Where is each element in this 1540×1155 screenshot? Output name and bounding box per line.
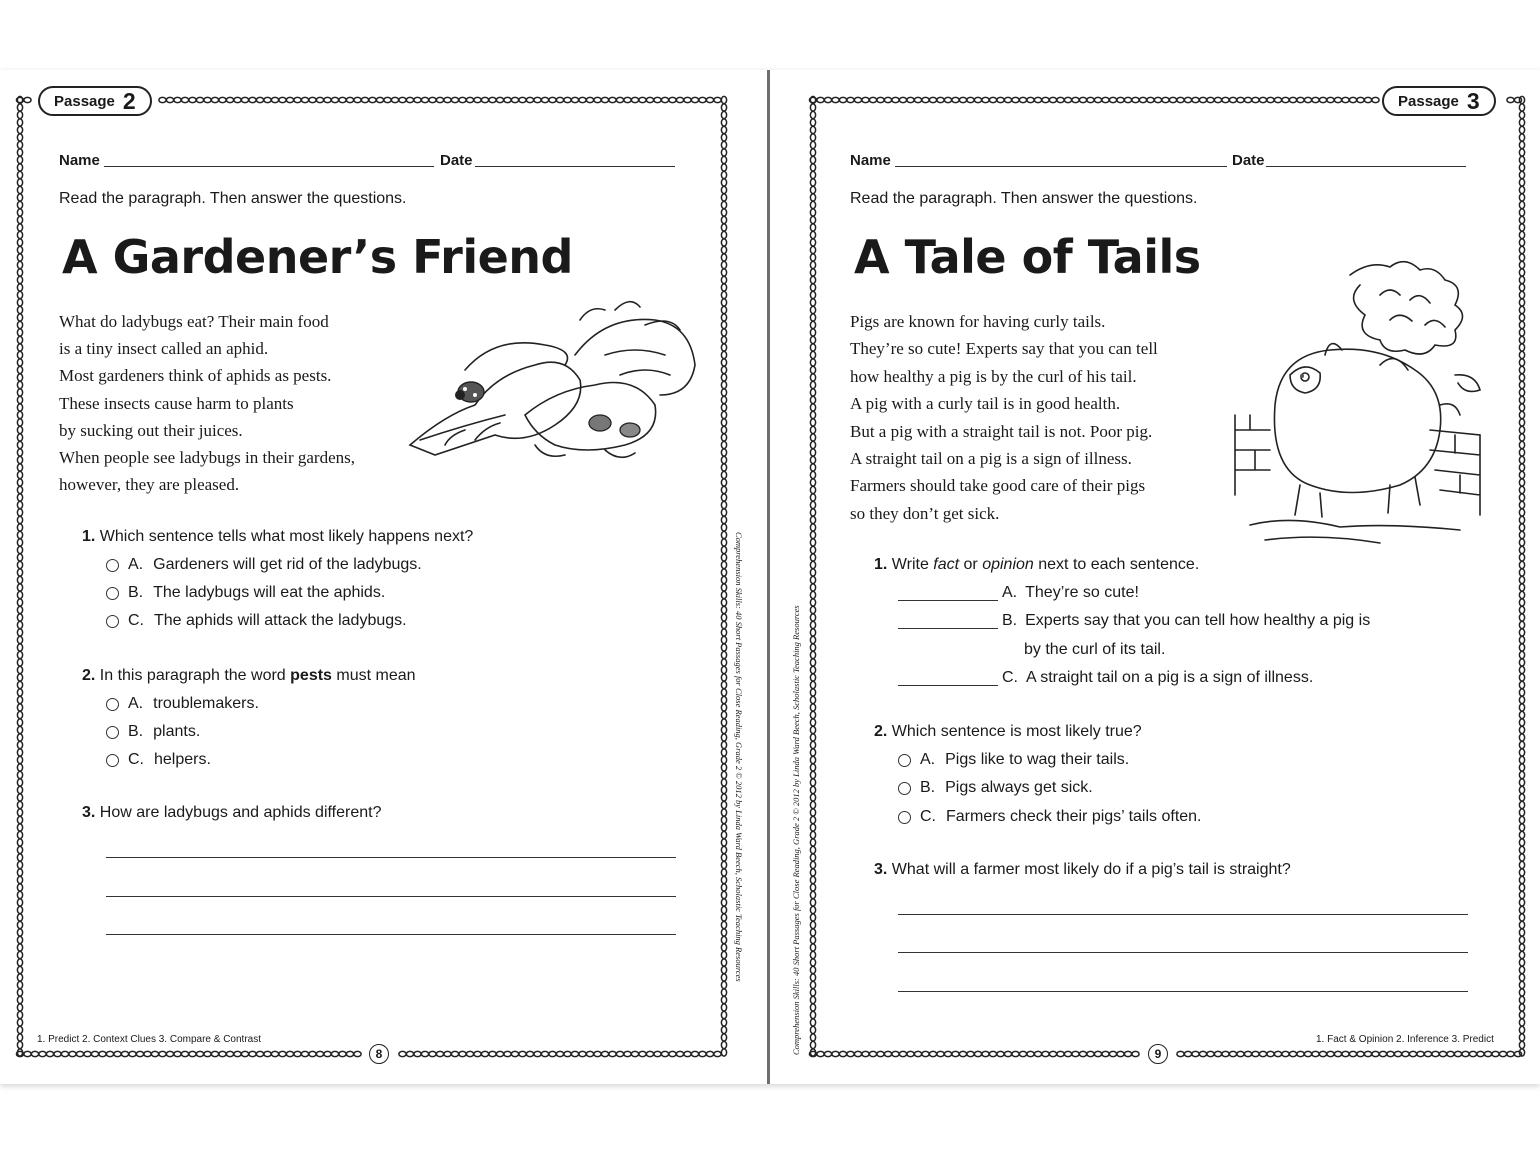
radio-circle-icon[interactable] [106, 615, 119, 628]
passage-paragraph [59, 308, 355, 498]
question-2 [82, 667, 416, 685]
instructions: Read the paragraph. Then answer the questions. [850, 190, 1198, 207]
item-letter: A. [1002, 584, 1018, 601]
page-number: 8 [369, 1044, 389, 1064]
answer-option[interactable] [106, 584, 385, 602]
question-text: next to each sentence. [1033, 556, 1200, 573]
radio-circle-icon[interactable] [106, 587, 119, 600]
paragraph-line: Farmers should take good care of their pigs [850, 476, 1146, 496]
date-label: Date [440, 152, 473, 169]
radio-circle-icon[interactable] [106, 726, 119, 739]
answer-option[interactable] [898, 779, 1093, 797]
question-text: What will a farmer most likely do if a pig’s tail is straight? [891, 861, 1291, 878]
option-letter: C. [128, 751, 144, 768]
passage-number: 3 [1466, 87, 1480, 114]
answer-line[interactable] [106, 857, 676, 858]
left-page-rope-border [0, 70, 767, 1084]
paragraph-line: A pig with a curly tail is in good health. [850, 394, 1121, 414]
radio-circle-icon[interactable] [898, 782, 911, 795]
option-letter: A. [128, 695, 144, 712]
question-italic-word: fact [933, 556, 960, 573]
passage-title: A Gardener’s Friend [62, 230, 573, 284]
question-1 [874, 556, 1199, 574]
item-text: Experts say that you can tell how healthy a pig is [1025, 612, 1371, 629]
question-number: 3. [874, 861, 888, 878]
answer-line[interactable] [106, 934, 676, 935]
instructions: Read the paragraph. Then answer the questions. [59, 190, 407, 207]
date-line[interactable] [475, 166, 675, 167]
question-number: 2. [874, 723, 888, 740]
question-text: Which sentence tells what most likely happens next? [99, 528, 474, 545]
item-letter: B. [1002, 612, 1018, 629]
paragraph-line: Most gardeners think of aphids as pests. [59, 366, 332, 386]
paragraph-line: however, they are pleased. [59, 475, 240, 495]
paragraph-line: What do ladybugs eat? Their main food [59, 312, 329, 331]
question-number: 3. [82, 804, 96, 821]
item-text: They’re so cute! [1025, 584, 1139, 601]
question-text: How are ladybugs and aphids different? [99, 804, 382, 821]
paragraph-line: by sucking out their juices. [59, 420, 243, 440]
item-text: by the curl of its tail. [1024, 641, 1166, 658]
question-text: or [959, 556, 983, 573]
copyright-credit: Comprehension Skills: 40 Short Passages for Close Reading, Grade 2 © 2012 by Linda Ward Beech, Scholastic Teaching Resources [734, 532, 744, 982]
answer-option[interactable] [106, 612, 407, 630]
fill-in-blank-line[interactable] [898, 628, 998, 629]
paragraph-line: Pigs are known for having curly tails. [850, 312, 1106, 331]
question-text: must mean [331, 667, 416, 684]
name-label: Name [59, 152, 100, 169]
passage-number: 2 [122, 87, 136, 114]
option-letter: C. [920, 808, 936, 825]
answer-option[interactable] [106, 695, 259, 713]
paragraph-line: A straight tail on a pig is a sign of illness. [850, 449, 1132, 469]
fill-in-blank-line[interactable] [898, 685, 998, 686]
fact-opinion-item [1002, 612, 1370, 630]
answer-option[interactable] [106, 556, 422, 574]
skills-footer: 1. Predict 2. Context Clues 3. Compare & Contrast [37, 1034, 261, 1045]
answer-option[interactable] [898, 751, 1129, 769]
fact-opinion-item [1002, 669, 1313, 687]
option-text: plants. [153, 723, 201, 740]
passage-tab [1382, 86, 1496, 116]
passage-label: Passage [54, 92, 115, 110]
option-letter: A. [920, 751, 936, 768]
passage-tab [38, 86, 152, 116]
answer-option[interactable] [106, 751, 211, 769]
item-letter: C. [1002, 669, 1018, 686]
item-text: A straight tail on a pig is a sign of illness. [1026, 669, 1314, 686]
option-text: Farmers check their pigs’ tails often. [946, 808, 1202, 825]
radio-circle-icon[interactable] [106, 559, 119, 572]
passage-label: Passage [1398, 92, 1459, 110]
fact-opinion-item [1002, 584, 1139, 602]
fill-in-blank-line[interactable] [898, 600, 998, 601]
date-label: Date [1232, 152, 1265, 169]
question-number: 1. [82, 528, 96, 545]
right-page [770, 70, 1540, 1084]
paragraph-line: so they don’t get sick. [850, 503, 1000, 523]
question-italic-word: opinion [982, 556, 1034, 573]
paragraph-line: They’re so cute! Experts say that you can tell [850, 339, 1158, 359]
option-letter: A. [128, 556, 144, 573]
option-letter: B. [128, 723, 144, 740]
question-text: Write [891, 556, 934, 573]
answer-line[interactable] [106, 896, 676, 897]
option-text: Pigs like to wag their tails. [945, 751, 1130, 768]
option-text: The ladybugs will eat the aphids. [153, 584, 386, 601]
name-line[interactable] [104, 166, 434, 167]
answer-line[interactable] [898, 952, 1468, 953]
paragraph-line: These insects cause harm to plants [59, 393, 294, 413]
option-text: helpers. [154, 751, 211, 768]
radio-circle-icon[interactable] [106, 754, 119, 767]
name-line[interactable] [895, 166, 1227, 167]
question-1 [82, 528, 473, 546]
question-3 [874, 861, 1291, 879]
skills-footer: 1. Fact & Opinion 2. Inference 3. Predict [1316, 1034, 1494, 1045]
paragraph-line: is a tiny insect called an aphid. [59, 339, 269, 359]
date-line[interactable] [1266, 166, 1466, 167]
paragraph-line: When people see ladybugs in their gardens, [59, 448, 355, 468]
passage-title: A Tale of Tails [854, 230, 1201, 284]
passage-paragraph [850, 308, 1158, 527]
question-3 [82, 804, 381, 822]
question-text: In this paragraph the word [99, 667, 291, 684]
answer-option[interactable] [898, 808, 1202, 826]
copyright-credit: Comprehension Skills: 40 Short Passages for Close Reading, Grade 2 © 2012 by Linda Ward Beech, Scholastic Teaching Resources [791, 605, 801, 1055]
ladybugs-on-leaves-icon [405, 295, 705, 465]
name-label: Name [850, 152, 891, 169]
radio-circle-icon[interactable] [898, 811, 911, 824]
question-bold-word: pests [290, 667, 332, 684]
question-2 [874, 723, 1142, 741]
question-number: 1. [874, 556, 888, 573]
paragraph-line: how healthy a pig is by the curl of his tail. [850, 366, 1137, 386]
pig-with-brick-wall-icon [1230, 255, 1500, 550]
page-number: 9 [1148, 1044, 1168, 1064]
radio-circle-icon[interactable] [106, 698, 119, 711]
right-page-rope-border [770, 70, 1540, 1084]
option-letter: B. [128, 584, 144, 601]
answer-option[interactable] [106, 723, 200, 741]
fact-opinion-item-continued [1024, 641, 1165, 659]
answer-line[interactable] [898, 914, 1468, 915]
paragraph-line: But a pig with a straight tail is not. Poor pig. [850, 421, 1153, 441]
option-letter: B. [920, 779, 936, 796]
option-text: The aphids will attack the ladybugs. [154, 612, 407, 629]
option-text: Gardeners will get rid of the ladybugs. [153, 556, 422, 573]
question-text: Which sentence is most likely true? [891, 723, 1142, 740]
question-number: 2. [82, 667, 96, 684]
option-letter: C. [128, 612, 144, 629]
option-text: Pigs always get sick. [945, 779, 1093, 796]
answer-line[interactable] [898, 991, 1468, 992]
option-text: troublemakers. [153, 695, 259, 712]
left-page [0, 70, 767, 1084]
radio-circle-icon[interactable] [898, 754, 911, 767]
